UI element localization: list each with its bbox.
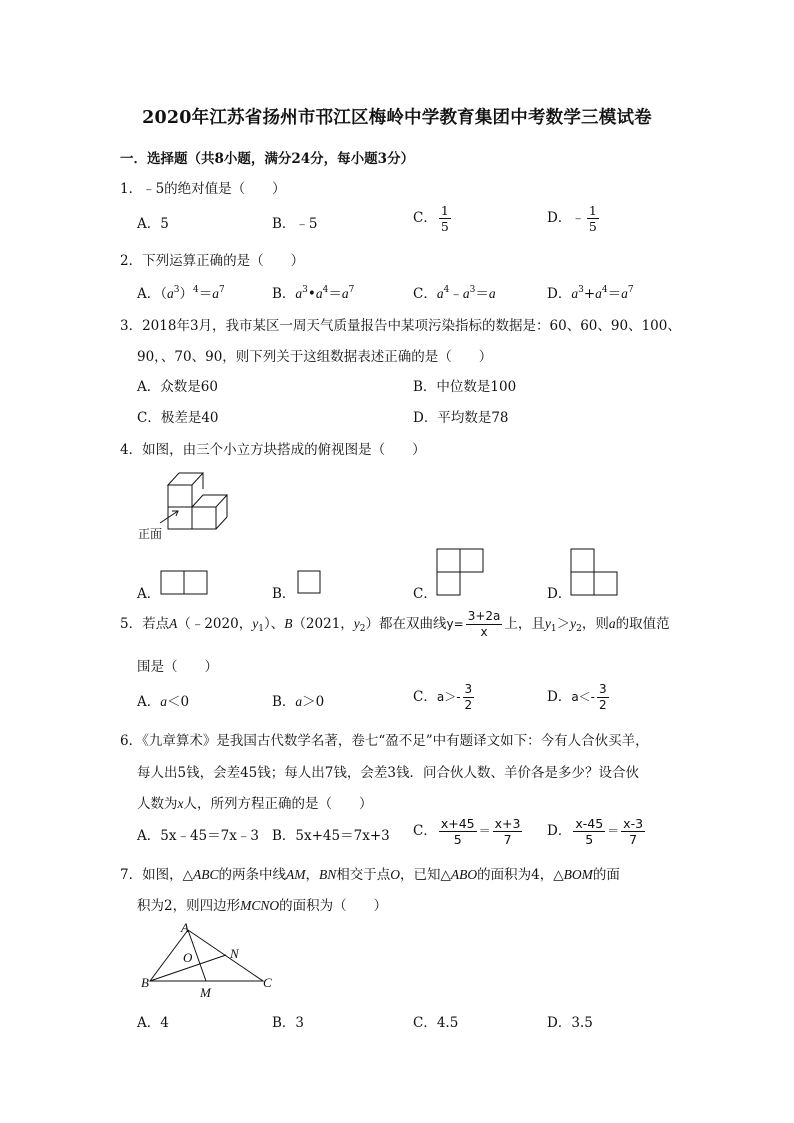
q7-option-d[interactable]: D．3.5 — [547, 1015, 593, 1031]
q5-point-a: A — [169, 616, 178, 631]
q5-end: ，则 — [581, 616, 609, 632]
fraction — [493, 816, 523, 847]
numerator: 1 — [440, 203, 449, 218]
label-n: N — [230, 946, 239, 961]
q3-option-d[interactable]: D．平均数是78 — [413, 410, 509, 426]
front-view-label: 正面 — [138, 527, 163, 541]
denominator: 5 — [440, 219, 449, 234]
q5-option-a-label: A． — [137, 694, 161, 710]
square — [571, 572, 594, 595]
q2-option-c-label: C． — [413, 286, 437, 302]
square — [571, 549, 594, 572]
q7-text: 的面积为4，△ — [477, 867, 564, 883]
numerator: 1 — [588, 203, 597, 218]
q3-option-a[interactable]: A．众数是60 — [137, 379, 218, 395]
q2-option-b-label: B． — [272, 286, 296, 302]
square — [437, 549, 460, 572]
q7-abo: ABO — [450, 867, 478, 882]
equals: ＝ — [607, 824, 620, 838]
q5-point-b: B — [284, 616, 293, 631]
q3-option-c[interactable]: C．极差是40 — [137, 410, 219, 426]
q5-option-c-label: C． — [413, 689, 437, 705]
question-5-stem-line1: 5．若点A（﹣2020，$y_1$）、B（2021，$y_2$）都在双曲线y= $\frac{3+2a}{x}$ 上，且$y_1>y_2$，则a的取值范 — [120, 609, 670, 639]
q5-option-b-expr: ＞0 — [302, 694, 325, 710]
label-m: M — [200, 985, 211, 1000]
q5-pre: 5．若点 — [120, 616, 170, 632]
q7-o: O — [390, 867, 400, 882]
q6-line3-post: 人，所列方程正确的是（ ） — [183, 796, 373, 812]
q5-option-c[interactable] — [413, 682, 476, 713]
q2-option-d-label: D． — [547, 286, 572, 302]
q3-option-b[interactable]: B．中位数是100 — [413, 379, 517, 395]
q5-option-b-label: B． — [272, 694, 296, 710]
label-o: O — [183, 950, 193, 965]
q5-cond: ＞ — [556, 616, 571, 632]
q5-curve-fraction — [466, 609, 503, 640]
q4-option-b-label[interactable]: B． — [272, 586, 296, 602]
q1-option-d-label: D．﹣ — [547, 210, 585, 226]
numerator: x+45 — [440, 816, 475, 831]
q5-curve-y: y= — [446, 617, 464, 631]
q6-option-c[interactable] — [413, 816, 524, 847]
page-title: 2020年江苏省扬州市邗江区梅岭中学教育集团中考数学三模试卷 — [142, 108, 652, 128]
q6-option-a[interactable]: A．5x﹣45＝7x﹣3 — [137, 828, 259, 844]
fraction — [597, 682, 609, 713]
square — [437, 572, 460, 595]
q7-text: ， — [305, 867, 319, 883]
q5-post: 上，且 — [504, 616, 545, 632]
q6-var-x: x — [177, 796, 184, 811]
fraction — [573, 816, 605, 847]
q2-option-a[interactable]: A．$(a^3)^4=a^7$ — [137, 285, 225, 302]
question-2-stem: 2．下列运算正确的是（ ） — [120, 253, 305, 269]
q7-option-b[interactable]: B．3 — [272, 1015, 305, 1031]
q5-option-d-label: D． — [547, 689, 572, 705]
denominator: 2 — [599, 698, 607, 712]
question-5-stem-line2: 围是（ ） — [137, 659, 218, 675]
denominator: 5 — [453, 832, 462, 847]
q2-option-c[interactable]: C．$a^4﹣a^3=a$ — [413, 285, 496, 302]
q7-bom: BOM — [563, 867, 593, 882]
label-c: C — [263, 975, 272, 990]
question-7-line2 — [137, 894, 387, 914]
cube-edge — [216, 517, 227, 529]
q5-a-coord: （﹣2020， — [177, 616, 253, 632]
cube-face — [192, 495, 227, 507]
label-b: B — [141, 975, 149, 990]
q5-option-a[interactable]: A．a＜0 — [137, 694, 190, 710]
denominator: x — [480, 625, 488, 639]
numerator: x-45 — [575, 816, 604, 831]
q5-option-c-expr: a＞- — [436, 690, 461, 704]
q4-option-d-label[interactable]: D． — [547, 586, 572, 602]
q2-option-b[interactable]: B．$a^3•a^4=a^7$ — [272, 285, 355, 302]
q6-option-b[interactable]: B．5x+45＝7x+3 — [272, 828, 390, 844]
q7-option-a[interactable]: A．4 — [137, 1015, 169, 1031]
q7-bn: BN — [318, 867, 337, 882]
q2-option-d[interactable]: D．$a^3+a^4=a^7$ — [547, 285, 634, 302]
equals: ＝ — [478, 824, 491, 838]
q6-option-d[interactable] — [547, 816, 647, 847]
cube-front-top — [168, 485, 192, 507]
q5-option-a-expr: ＜0 — [167, 694, 190, 710]
q7-text: 积为2，则四边形 — [137, 898, 241, 914]
q6-option-d-label: D． — [547, 823, 572, 839]
triangle-abc — [150, 930, 263, 981]
square — [184, 571, 207, 594]
fraction — [463, 682, 475, 713]
q7-text: ，已知△ — [400, 867, 451, 883]
fraction — [439, 203, 451, 234]
fraction — [621, 816, 645, 847]
question-6-line1: 6．《九章算术》是我国古代数学名著，卷七“盈不足”中有题译文如下：今有人合伙买羊， — [120, 733, 649, 749]
q5-y1: y — [252, 616, 259, 631]
numerator: 3 — [464, 682, 473, 696]
question-3-stem-line2: 90，、70、90，则下列关于这组数据表述正确的是（ ） — [137, 349, 493, 365]
q1-option-c[interactable] — [413, 203, 453, 234]
denominator: 5 — [588, 219, 597, 234]
square — [460, 549, 483, 572]
arrow-line — [160, 511, 178, 523]
q4-option-a-label[interactable]: A． — [137, 586, 161, 602]
q6-option-c-label: C． — [413, 823, 437, 839]
q7-text: 的面积为（ ） — [279, 898, 388, 914]
q7-option-c[interactable]: C．4.5 — [413, 1015, 459, 1031]
q5-var-a: a — [608, 616, 616, 631]
q1-option-d[interactable] — [547, 203, 601, 234]
q1-option-b[interactable]: B．﹣5 — [272, 216, 318, 232]
square — [161, 571, 184, 594]
question-6-line3 — [137, 792, 373, 812]
numerator: x+3 — [494, 816, 521, 831]
section-heading: 一．选择题（共8小题，满分24分，每小题3分） — [120, 151, 415, 167]
q7-text: 7．如图，△ — [120, 867, 193, 883]
square — [298, 571, 320, 593]
q5-b-coord: （2021， — [292, 616, 354, 632]
label-a: A — [181, 920, 189, 935]
square — [594, 572, 617, 595]
q4-option-b-figure[interactable] — [297, 570, 323, 596]
denominator: 5 — [585, 832, 594, 847]
cube-front-bottom-right — [192, 507, 216, 529]
question-7-line1 — [120, 863, 620, 883]
q7-text: 的面 — [592, 867, 620, 883]
q5-sep: ）、 — [263, 616, 285, 632]
q7-am: AM — [285, 867, 306, 882]
question-1-stem: 1．﹣5的绝对值是（ ） — [120, 181, 286, 197]
cube-front-bottom-left — [168, 507, 192, 529]
q7-mcno: MCNO — [240, 898, 280, 913]
q2-option-a-label: A． — [137, 286, 161, 302]
q6-line3-pre: 人数为 — [137, 796, 178, 812]
q7-text: 的两条中线 — [218, 867, 286, 883]
q4-option-c-figure[interactable] — [436, 548, 486, 598]
numerator: 3 — [599, 682, 607, 696]
q4-option-a-figure[interactable] — [160, 570, 210, 596]
q7-abc: ABC — [192, 867, 219, 882]
question-4-stem: 4．如图，由三个小立方块搭成的俯视图是（ ） — [120, 442, 426, 458]
question-3-stem-line1: 3．2018年3月，我市某区一周天气质量报告中某项污染指标的数据是：60、60、90、100、 — [120, 318, 681, 334]
q5-mid: ）都在双曲线 — [365, 616, 447, 632]
q5-option-d[interactable] — [547, 682, 611, 713]
q5-option-b[interactable]: B．a＞0 — [272, 694, 325, 710]
denominator: 7 — [503, 832, 512, 847]
q7-text: 相交于点 — [336, 867, 391, 883]
q4-option-d-figure[interactable] — [570, 548, 620, 598]
q5-tail: 的取值范 — [615, 616, 670, 632]
fraction — [439, 816, 477, 847]
q4-option-c-label[interactable]: C． — [413, 586, 437, 602]
cube-face — [168, 473, 203, 485]
q1-option-c-label: C． — [413, 210, 437, 226]
q1-option-a[interactable]: A．5 — [137, 216, 169, 232]
denominator: 2 — [464, 698, 473, 712]
cube-stack-figure — [150, 465, 250, 545]
denominator: 7 — [629, 832, 638, 847]
question-6-line2: 每人出5钱，会差45钱；每人出7钱，会差3钱．问合伙人数、羊价各是多少？设合伙 — [137, 765, 639, 781]
numerator: 3+2a — [467, 609, 501, 623]
fraction — [587, 203, 599, 234]
numerator: x-3 — [623, 816, 644, 831]
q5-option-d-expr: a＜- — [571, 690, 596, 704]
